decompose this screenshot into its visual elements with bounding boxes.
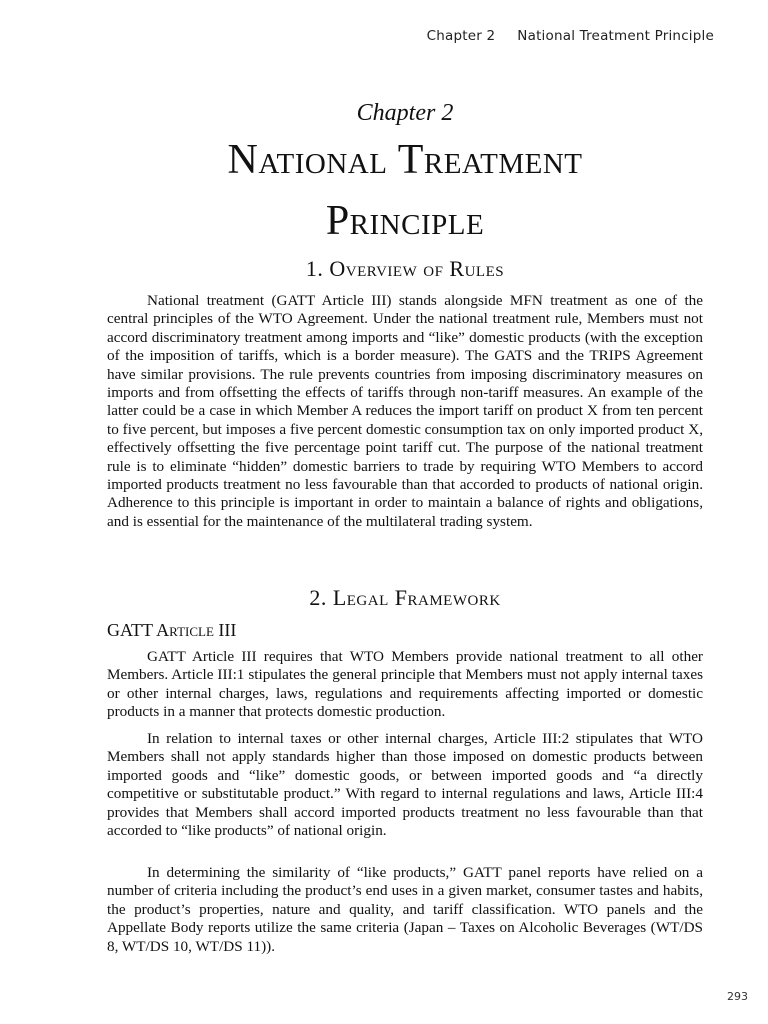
section-heading-legal-framework: 2. Legal Framework [309, 585, 501, 610]
page-number: 293 [727, 990, 748, 1003]
legal-paragraph-3: In determining the similarity of “like products,” GATT panel reports have relied on a number of criteria including the product’s end uses in a given market, consumer tastes and habits, the product’s properties, nature and quality, and tariff classification. WTO panels and the Appellate Body reports utilize the same criteria (Japan – Taxes on Alcoholic Beverages (WT/DS 8, WT/DS 10, WT/DS 11)). [107, 864, 703, 955]
running-header-title: National Treatment Principle [517, 28, 714, 44]
running-header-chapter: Chapter 2 [426, 28, 496, 44]
chapter-title-line2: Principle [325, 198, 485, 244]
subheading-gatt-article-iii: GATT Article III [107, 620, 237, 640]
legal-paragraph-2: In relation to internal taxes or other internal charges, Article III:2 stipulates that WTO Members shall not apply standards higher than those imposed on domestic products between imported goods and “like” domestic goods, or between imported goods and “a directly competitive or substitutable product.” With regard to internal regulations and laws, Article III:4 provides that Members shall accord imported products treatment no less favourable than that accorded to “like products” of national origin. [107, 730, 703, 840]
chapter-title-line1: National Treatment [227, 137, 583, 183]
section-heading-overview: 1. Overview of Rules [305, 256, 505, 281]
overview-paragraph: National treatment (GATT Article III) stands alongside MFN treatment as one of the central principles of the WTO Agreement. Under the national treatment rule, Members must not accord discriminatory treatment among imports and “like” domestic products (with the exception of the imposition of tariffs, which is a border measure). The GATS and the TRIPS Agreement have similar provisions. The rule prevents countries from imposing discriminatory measures on imports and from offsetting the effects of tariffs through non-tariff measures. An example of the latter could be a case in which Member A reduces the import tariff on product X from ten percent to five percent, but imposes a five percent domestic consumption tax on only imported product X, effectively offsetting the five percentage point tariff cut. The purpose of the national treatment rule is to eliminate “hidden” domestic barriers to trade by requiring WTO Members to accord imported products treatment no less favourable than that accorded to products of national origin. Adherence to this principle is important in order to maintain a balance of rights and obligations, and is essential for the maintenance of the multilateral trading system. [107, 292, 703, 530]
chapter-title [0, 134, 768, 247]
chapter-label: Chapter 2 [356, 100, 454, 126]
legal-paragraph-1: GATT Article III requires that WTO Members provide national treatment to all other Members. Article III:1 stipulates the general principle that Members must not apply internal taxes or other internal charges, laws, regulations and requirements affecting imported or domestic products in a manner that protects domestic production. [107, 648, 703, 721]
running-header [427, 28, 714, 44]
